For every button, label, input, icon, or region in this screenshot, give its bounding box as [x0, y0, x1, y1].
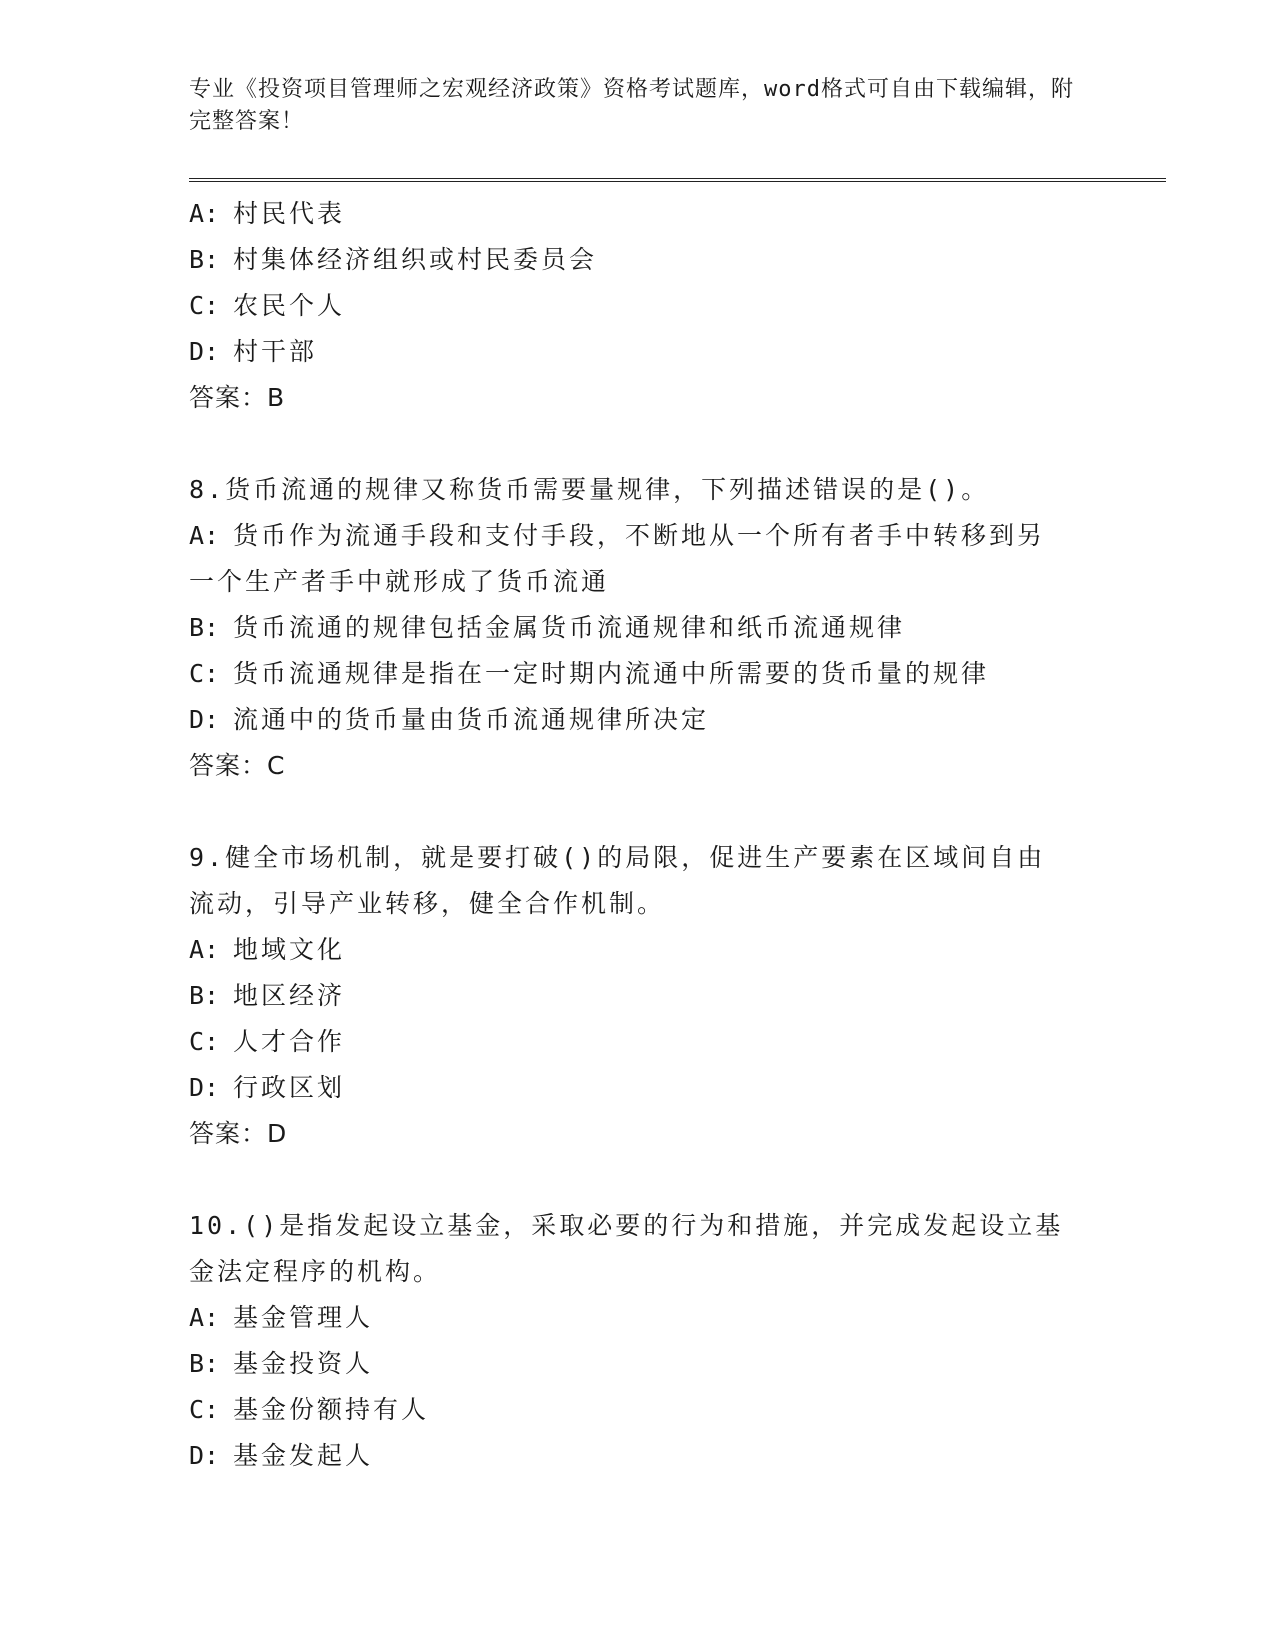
question-stem: 10.()是指发起设立基金，采取必要的行为和措施，并完成发起设立基: [189, 1211, 1064, 1240]
option-a: [189, 513, 1089, 559]
prev-question-options: [189, 191, 1089, 421]
option-text: 基金管理人: [233, 1303, 374, 1332]
option-text: 基金发起人: [233, 1441, 374, 1470]
option-c: [189, 651, 1089, 697]
option-prefix: D:: [189, 1441, 220, 1470]
option-text: 地区经济: [233, 981, 346, 1010]
option-d: [189, 697, 1089, 743]
option-prefix: D:: [189, 705, 220, 734]
option-a: [189, 927, 1089, 973]
option-d: [189, 329, 1089, 375]
option-prefix: B:: [189, 245, 220, 274]
option-text: 村干部: [233, 337, 318, 366]
option-prefix: C:: [189, 659, 220, 688]
spacer: [189, 421, 1089, 467]
answer-line: 答案：B: [189, 383, 286, 412]
option-text: 基金份额持有人: [233, 1395, 430, 1424]
header-divider: [189, 178, 1166, 182]
option-prefix: A:: [189, 521, 220, 550]
option-text: 地域文化: [233, 935, 346, 964]
option-prefix: C:: [189, 1027, 220, 1056]
option-c: [189, 1387, 1089, 1433]
option-prefix: D:: [189, 1073, 220, 1102]
question-stem-continued: 金法定程序的机构。: [189, 1257, 442, 1286]
option-c: [189, 1019, 1089, 1065]
option-d: [189, 1433, 1089, 1479]
option-a: [189, 1295, 1089, 1341]
option-text: 货币流通规律是指在一定时期内流通中所需要的货币量的规律: [233, 659, 990, 688]
option-d: [189, 1065, 1089, 1111]
spacer: [189, 1157, 1089, 1203]
document-header: [189, 74, 1089, 138]
option-prefix: B:: [189, 613, 220, 642]
question-stem: 9.健全市场机制，就是要打破()的局限，促进生产要素在区域间自由: [189, 843, 1046, 872]
option-b: [189, 973, 1089, 1019]
option-text: 流通中的货币量由货币流通规律所决定: [233, 705, 710, 734]
option-prefix: A:: [189, 1303, 220, 1332]
option-prefix: C:: [189, 1395, 220, 1424]
option-c: [189, 283, 1089, 329]
question-list: [189, 191, 1089, 1479]
option-b: [189, 605, 1089, 651]
question-8: [189, 467, 1089, 789]
option-prefix: A:: [189, 199, 220, 228]
question-9: [189, 835, 1089, 1157]
option-text: 人才合作: [233, 1027, 346, 1056]
question-10: [189, 1203, 1089, 1479]
answer-line: 答案：D: [189, 1119, 288, 1148]
option-text: 农民个人: [233, 291, 346, 320]
option-text: 村民代表: [233, 199, 346, 228]
option-b: [189, 237, 1089, 283]
spacer: [189, 789, 1089, 835]
option-a: [189, 191, 1089, 237]
option-text: 村集体经济组织或村民委员会: [233, 245, 598, 274]
option-text: 基金投资人: [233, 1349, 374, 1378]
option-b: [189, 1341, 1089, 1387]
answer-line: 答案：C: [189, 751, 286, 780]
option-text: 行政区划: [233, 1073, 346, 1102]
option-prefix: A:: [189, 935, 220, 964]
option-text: 货币作为流通手段和支付手段，不断地从一个所有者手中转移到另: [233, 521, 1046, 550]
option-a-continued: 一个生产者手中就形成了货币流通: [189, 567, 610, 596]
question-stem-continued: 流动，引导产业转移，健全合作机制。: [189, 889, 666, 918]
option-prefix: D:: [189, 337, 220, 366]
option-prefix: C:: [189, 291, 220, 320]
question-stem: 8.货币流通的规律又称货币需要量规律，下列描述错误的是()。: [189, 475, 990, 504]
header-text: 专业《投资项目管理师之宏观经济政策》资格考试题库，word格式可自由下载编辑，附完整答案！: [189, 77, 1074, 134]
option-prefix: B:: [189, 981, 220, 1010]
option-text: 货币流通的规律包括金属货币流通规律和纸币流通规律: [233, 613, 906, 642]
option-prefix: B:: [189, 1349, 220, 1378]
